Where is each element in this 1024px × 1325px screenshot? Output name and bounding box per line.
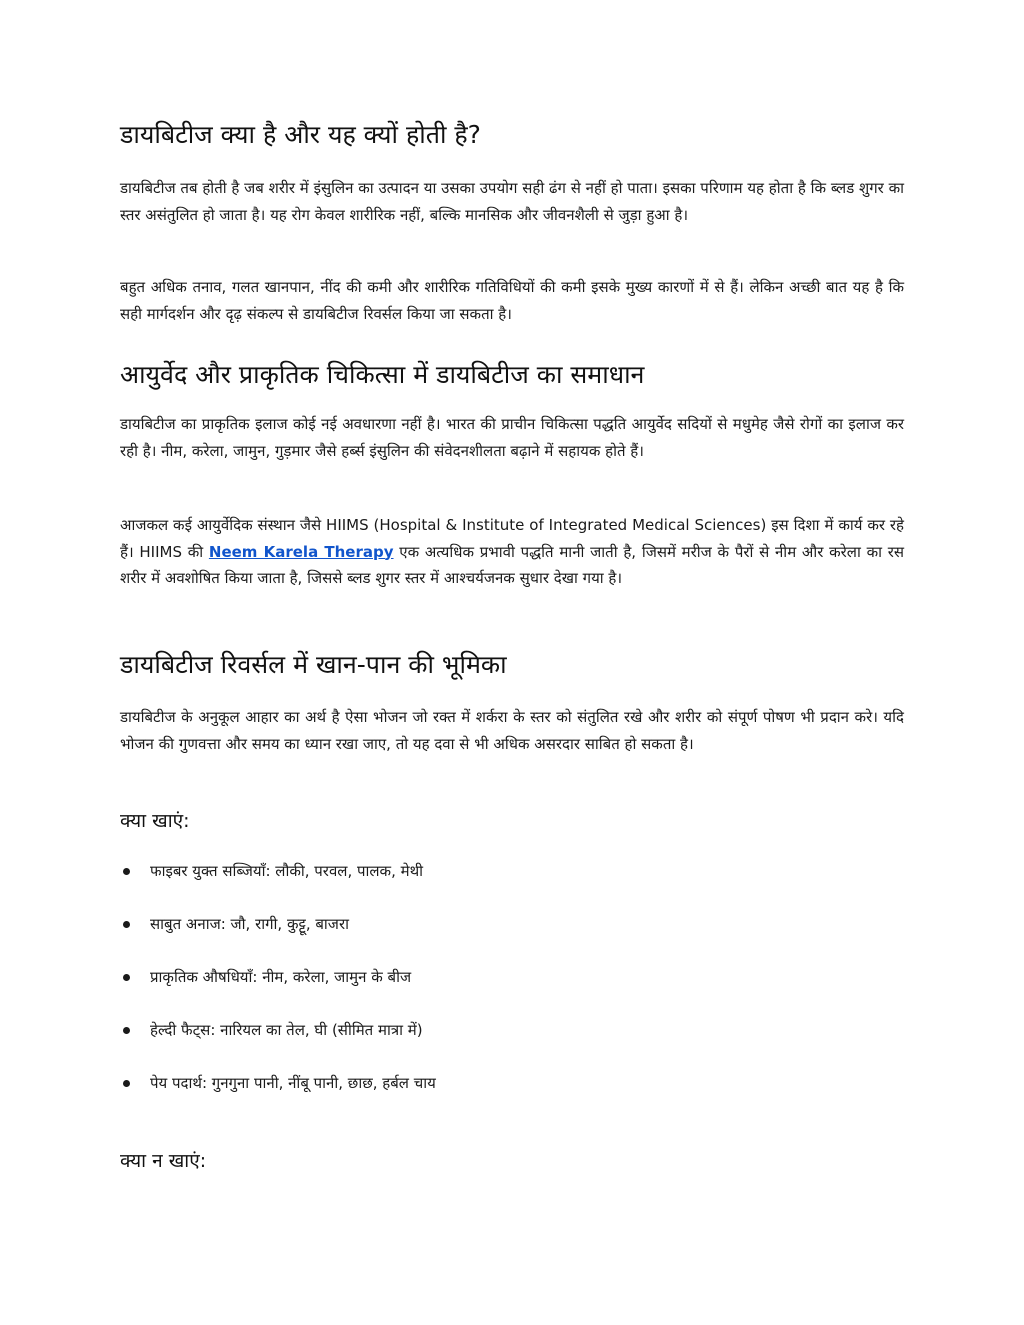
paragraph-natural-treatment: डायबिटीज का प्राकृतिक इलाज कोई नई अवधारणा नहीं है। भारत की प्राचीन चिकित्सा पद्धति आयुर्वेद सदियों से मधुमेह जैसे रोगों का इलाज कर रही है। नीम, करेला, जामुन, गुड़मार जैसे हर्ब्स इंसुलिन की संवेदनशीलता बढ़ाने में सहायक होते हैं। <box>120 415 904 460</box>
neem-karela-therapy-link[interactable]: Neem Karela Therapy <box>208 542 394 561</box>
bullet-icon <box>123 868 130 875</box>
list-item-text: साबुत अनाज: जौ, रागी, कुट्टू, बाजरा <box>150 915 349 933</box>
section-heading-what-is-diabetes: डायबिटीज क्या है और यह क्यों होती है? <box>120 120 481 149</box>
list-item-text: प्राकृतिक औषधियाँ: नीम, करेला, जामुन के बीज <box>150 968 412 986</box>
list-item-text: पेय पदार्थ: गुनगुना पानी, नींबू पानी, छाछ, हर्बल चाय <box>150 1074 436 1092</box>
hiims-text-before-link: आजकल कई आयुर्वेदिक संस्थान जैसे HIIMS (Hospital & Institute of Integrated Medical Sciences) इस दिशा में कार्य कर रहे हैं। HIIMS की <box>120 516 904 561</box>
paragraph-diabetes-definition: डायबिटीज तब होती है जब शरीर में इंसुलिन का उत्पादन या उसका उपयोग सही ढंग से नहीं हो पाता। इसका परिणाम यह होता है कि ब्लड शुगर का स्तर असंतुलित हो जाता है। यह रोग केवल शारीरिक नहीं, बल्कि मानसिक और जीवनशैली से जुड़ा हुआ है। <box>120 179 904 224</box>
list-item <box>150 911 349 937</box>
subheading-what-not-to-eat: क्या न खाएं: <box>120 1150 207 1172</box>
bullet-icon <box>123 1027 130 1034</box>
paragraph-diabetes-causes: बहुत अधिक तनाव, गलत खानपान, नींद की कमी और शारीरिक गतिविधियों की कमी इसके मुख्य कारणों में से हैं। लेकिन अच्छी बात यह है कि सही मार्गदर्शन और दृढ़ संकल्प से डायबिटीज रिवर्सल किया जा सकता है। <box>120 278 904 323</box>
list-item-text: हेल्दी फैट्स: नारियल का तेल, घी (सीमित मात्रा में) <box>150 1021 423 1039</box>
hiims-text-after-link: एक अत्यधिक प्रभावी पद्धति मानी जाती है, जिसमें मरीज के पैरों से नीम और करेला का रस शरीर में अवशोषित किया जाता है, जिससे ब्लड शुगर स्तर में आश्चर्यजनक सुधार देखा गया है। <box>120 542 905 587</box>
bullet-icon <box>123 921 130 928</box>
subheading-what-to-eat: क्या खाएं: <box>120 810 190 832</box>
bullet-icon <box>123 1080 130 1087</box>
list-item <box>150 858 423 884</box>
list-item <box>150 1017 423 1043</box>
list-item-text: फाइबर युक्त सब्जियाँ: लौकी, परवल, पालक, मेथी <box>150 862 424 880</box>
section-heading-diet-role: डायबिटीज रिवर्सल में खान-पान की भूमिका <box>120 650 507 679</box>
section-heading-ayurveda-solution: आयुर्वेद और प्राकृतिक चिकित्सा में डायबिटीज का समाधान <box>120 360 645 389</box>
list-item <box>150 964 411 990</box>
list-item <box>150 1070 436 1096</box>
paragraph-diet-explanation: डायबिटीज के अनुकूल आहार का अर्थ है ऐसा भोजन जो रक्त में शर्करा के स्तर को संतुलित रखे और शरीर को संपूर्ण पोषण भी प्रदान करे। यदि भोजन की गुणवत्ता और समय का ध्यान रखा जाए, तो यह दवा से भी अधिक असरदार साबित हो सकता है। <box>120 708 904 753</box>
bullet-icon <box>123 974 130 981</box>
paragraph-hiims-therapy <box>120 512 904 592</box>
